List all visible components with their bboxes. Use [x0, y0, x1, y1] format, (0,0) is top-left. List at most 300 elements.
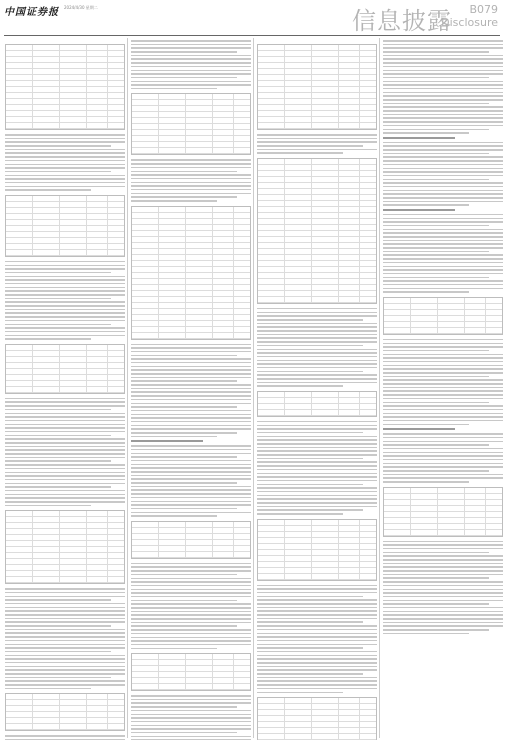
text-line: [5, 145, 111, 147]
text-line: [383, 156, 503, 158]
text-line: [131, 410, 251, 412]
text-line: [383, 247, 503, 249]
text-line: [5, 592, 125, 594]
text-line: [5, 324, 111, 326]
text-line: [5, 398, 125, 400]
text-line: [383, 563, 503, 565]
text-line: [257, 371, 363, 373]
text-line: [383, 559, 503, 561]
text-line: [5, 438, 125, 440]
text-line: [257, 473, 377, 475]
text-line: [131, 725, 251, 727]
text-line: [131, 732, 237, 734]
text-line: [131, 501, 251, 503]
text-line: [5, 312, 125, 314]
text-line: [383, 622, 503, 624]
text-line: [5, 405, 125, 407]
text-line: [131, 449, 251, 451]
text-line: [257, 502, 377, 504]
text-line: [257, 647, 363, 649]
text-line: [383, 168, 503, 170]
text-line: [5, 171, 111, 173]
text-line: [383, 229, 503, 231]
text-line: [131, 55, 251, 57]
text-line: [383, 368, 503, 370]
text-line: [131, 70, 251, 72]
text-line: [131, 178, 251, 180]
text-line: [383, 541, 503, 543]
text-line: [383, 629, 489, 631]
text-line: [5, 301, 125, 303]
text-line: [131, 432, 237, 434]
text-line: [257, 610, 377, 612]
text-line: [383, 376, 489, 378]
text-line: [131, 388, 251, 390]
text-line: [131, 453, 251, 455]
text-line: [383, 585, 503, 587]
text-line: [5, 640, 125, 642]
text-line: [257, 378, 377, 380]
text-line: [383, 240, 503, 242]
text-line: [131, 185, 251, 187]
text-line: [5, 460, 111, 462]
text-line: [257, 349, 377, 351]
text-line: [5, 618, 125, 620]
text-line: [383, 346, 503, 348]
text-line: [131, 702, 251, 704]
text-line: [131, 486, 251, 488]
text-line: [257, 513, 343, 515]
text-line: [131, 171, 237, 173]
text-line: [5, 435, 111, 437]
text-line: [5, 327, 125, 329]
text-line: [131, 515, 217, 517]
text-line: [383, 552, 489, 554]
text-line: [131, 721, 251, 723]
text-line: [383, 452, 503, 454]
text-line: [5, 152, 125, 154]
text-line: [257, 454, 377, 456]
text-line: [257, 655, 377, 657]
text-line: [383, 47, 503, 49]
text-line: [383, 361, 503, 363]
text-line: [257, 356, 377, 358]
text-line: [131, 489, 251, 491]
text-line: [383, 548, 503, 550]
text-line: [131, 600, 237, 602]
text-line: [5, 138, 125, 140]
text-line: [5, 669, 125, 671]
text-line: [257, 345, 363, 347]
data-table: [257, 697, 377, 740]
text-line: [383, 110, 503, 112]
text-line: [383, 433, 503, 435]
text-line: [383, 343, 503, 345]
text-line: [383, 201, 503, 203]
text-line: [131, 399, 251, 401]
text-line: [5, 588, 125, 590]
text-line: [383, 424, 469, 426]
text-line: [257, 469, 377, 471]
text-line: [383, 402, 489, 404]
text-line: [5, 427, 125, 429]
text-line: [257, 662, 377, 664]
text-line: [131, 493, 251, 495]
text-line: [5, 320, 125, 322]
text-line: [383, 84, 503, 86]
text-line: [383, 379, 503, 381]
text-line: [131, 508, 237, 510]
text-line: [131, 425, 251, 427]
text-line: [5, 134, 125, 136]
text-line: [257, 484, 363, 486]
text-line: [383, 390, 503, 392]
text-line: [383, 581, 503, 583]
text-line: [383, 221, 503, 223]
text-line: [5, 294, 125, 296]
text-line: [5, 416, 125, 418]
text-line: [5, 610, 125, 612]
text-line: [5, 666, 125, 668]
text-line: [383, 254, 503, 256]
text-line: [5, 494, 125, 496]
text-line: [5, 677, 111, 679]
text-line: [5, 178, 125, 180]
text-line: [383, 103, 489, 105]
text-line: [131, 482, 237, 484]
text-line: [131, 644, 251, 646]
text-line: [257, 596, 363, 598]
table-row: [258, 123, 376, 129]
text-line: [257, 367, 377, 369]
data-table: [383, 487, 503, 537]
text-line: [5, 298, 111, 300]
text-line: [257, 141, 377, 143]
text-line: [383, 266, 503, 268]
text-line: [131, 592, 251, 594]
text-line: [131, 633, 251, 635]
text-line: [5, 442, 125, 444]
text-line: [257, 385, 343, 387]
text-line: [383, 592, 503, 594]
text-line: [131, 182, 251, 184]
text-line: [383, 55, 503, 57]
text-line: [131, 414, 251, 416]
text-line: [257, 629, 377, 631]
text-line: [383, 117, 503, 119]
table-row: [384, 328, 502, 334]
text-line: [131, 578, 251, 580]
text-line: [257, 603, 377, 605]
table-row: [132, 552, 250, 558]
text-line: [5, 265, 125, 267]
text-line: [131, 736, 251, 738]
text-line: [131, 475, 251, 477]
text-line: [383, 566, 503, 568]
text-line: [131, 77, 237, 79]
text-line: [383, 88, 503, 90]
table-row: [258, 574, 376, 580]
text-line: [5, 479, 125, 481]
text-line: [257, 621, 363, 623]
text-line: [131, 611, 251, 613]
text-line: [257, 334, 377, 336]
text-line: [257, 633, 377, 635]
text-line: [383, 225, 489, 227]
text-line: [383, 470, 489, 472]
text-line: [131, 629, 251, 631]
table-row: [258, 297, 376, 303]
text-line: [383, 204, 469, 206]
text-line: [131, 460, 251, 462]
text-line: [257, 432, 363, 434]
text-line: [383, 175, 503, 177]
text-line: [383, 603, 489, 605]
text-line: [257, 152, 343, 154]
text-line: [383, 62, 503, 64]
text-line: [131, 159, 251, 161]
text-line: [257, 138, 377, 140]
data-table: [5, 510, 125, 584]
text-line: [5, 614, 125, 616]
text-line: [257, 673, 363, 675]
text-line: [5, 164, 125, 166]
text-line: [257, 428, 377, 430]
text-line: [5, 175, 125, 177]
text-line: [131, 699, 251, 701]
text-line: [5, 658, 125, 660]
text-line: [383, 611, 503, 613]
text-line: [131, 369, 251, 371]
text-line: [5, 688, 91, 690]
data-table: [5, 44, 125, 130]
text-line: [383, 589, 503, 591]
section-heading-line: [383, 209, 455, 211]
text-line: [131, 607, 251, 609]
text-line: [131, 47, 251, 49]
text-line: [383, 40, 503, 42]
text-line: [383, 280, 503, 282]
text-line: [383, 258, 503, 260]
text-line: [383, 416, 503, 418]
text-line: [131, 358, 251, 360]
text-line: [257, 480, 377, 482]
text-line: [5, 331, 125, 333]
text-line: [383, 160, 503, 162]
text-line: [257, 439, 377, 441]
text-line: [383, 218, 503, 220]
column-divider: [379, 38, 380, 738]
text-line: [383, 383, 503, 385]
text-line: [131, 84, 251, 86]
text-line: [257, 680, 377, 682]
text-line: [383, 99, 503, 101]
text-line: [383, 577, 489, 579]
text-line: [131, 88, 217, 90]
text-line: [383, 394, 503, 396]
text-line: [257, 651, 377, 653]
text-line: [5, 305, 125, 307]
text-line: [257, 461, 377, 463]
text-line: [383, 607, 503, 609]
text-line: [383, 448, 503, 450]
text-line: [383, 387, 503, 389]
text-line: [383, 350, 489, 352]
text-line: [5, 505, 91, 507]
text-line: [131, 384, 251, 386]
text-line: [5, 486, 111, 488]
text-line: [257, 599, 377, 601]
text-line: [5, 276, 125, 278]
text-line: [257, 330, 377, 332]
text-line: [5, 647, 125, 649]
text-line: [383, 372, 503, 374]
page-number: B079: [469, 3, 498, 16]
text-line: [131, 167, 251, 169]
text-line: [383, 92, 503, 94]
text-line: [131, 739, 251, 740]
text-line: [5, 449, 125, 451]
text-line: [5, 621, 125, 623]
text-line: [131, 625, 237, 627]
text-line: [131, 436, 217, 438]
text-line: [383, 570, 503, 572]
text-line: [5, 475, 125, 477]
text-line: [257, 443, 377, 445]
text-line: [5, 625, 111, 627]
text-line: [383, 625, 503, 627]
text-line: [5, 457, 125, 459]
text-line: [383, 142, 503, 144]
text-line: [131, 640, 251, 642]
text-line: [383, 596, 503, 598]
text-line: [131, 456, 237, 458]
text-line: [383, 477, 503, 479]
text-line: [383, 413, 503, 415]
text-line: [131, 622, 251, 624]
text-line: [5, 735, 125, 737]
text-line: [257, 337, 377, 339]
text-line: [5, 673, 125, 675]
text-line: [5, 268, 125, 270]
text-line: [5, 662, 125, 664]
data-table: [131, 653, 251, 691]
text-line: [131, 380, 237, 382]
text-line: [257, 607, 377, 609]
text-line: [5, 287, 125, 289]
text-line: [257, 666, 377, 668]
text-line: [131, 351, 251, 353]
text-line: [257, 319, 363, 321]
text-line: [257, 592, 377, 594]
text-line: [5, 497, 125, 499]
text-line: [131, 695, 251, 697]
text-line: [131, 706, 237, 708]
table-row: [132, 684, 250, 690]
text-line: [383, 251, 489, 253]
text-line: [383, 357, 503, 359]
text-line: [383, 179, 489, 181]
text-line: [383, 420, 503, 422]
text-line: [5, 413, 125, 415]
text-line: [257, 498, 377, 500]
text-line: [5, 629, 125, 631]
text-line: [257, 312, 377, 314]
text-line: [5, 141, 125, 143]
text-line: [131, 366, 251, 368]
table-row: [6, 577, 124, 583]
data-table: [257, 44, 377, 130]
text-line: [131, 189, 251, 191]
text-line: [257, 425, 377, 427]
text-line: [383, 171, 503, 173]
text-line: [257, 688, 377, 690]
text-line: [383, 153, 489, 155]
text-line: [257, 614, 377, 616]
text-line: [383, 121, 503, 123]
text-line: [131, 581, 251, 583]
text-line: [383, 455, 503, 457]
text-line: [257, 677, 377, 679]
text-line: [131, 603, 251, 605]
text-line: [131, 648, 217, 650]
table-row: [132, 333, 250, 339]
text-line: [131, 717, 251, 719]
text-line: [131, 44, 251, 46]
text-line: [383, 277, 489, 279]
text-line: [5, 420, 125, 422]
text-line: [383, 190, 503, 192]
text-line: [383, 291, 469, 293]
text-line: [5, 401, 125, 403]
text-line: [131, 618, 251, 620]
text-line: [383, 197, 503, 199]
data-table: [383, 297, 503, 335]
text-line: [131, 512, 251, 514]
text-line: [257, 636, 377, 638]
text-line: [257, 491, 377, 493]
text-line: [383, 354, 503, 356]
text-line: [5, 596, 125, 598]
text-line: [383, 269, 503, 271]
text-line: [131, 66, 251, 68]
text-line: [131, 710, 251, 712]
text-line: [383, 182, 503, 184]
text-line: [5, 272, 111, 274]
section-heading-line: [131, 440, 203, 442]
newspaper-masthead: 中国证券报: [4, 7, 59, 18]
text-line: [131, 467, 251, 469]
text-line: [383, 81, 503, 83]
text-line: [383, 288, 503, 290]
text-line: [5, 636, 125, 638]
text-line: [383, 409, 503, 411]
text-line: [5, 651, 111, 653]
text-line: [257, 476, 377, 478]
text-line: [5, 599, 111, 601]
text-line: [5, 424, 125, 426]
section-heading-line: [383, 428, 455, 430]
text-line: [383, 365, 503, 367]
text-line: [257, 323, 377, 325]
text-line: [383, 459, 503, 461]
table-row: [384, 530, 502, 536]
text-line: [131, 614, 251, 616]
text-line: [5, 603, 125, 605]
text-line: [131, 714, 251, 716]
text-line: [131, 81, 251, 83]
header-rule: [4, 35, 500, 36]
